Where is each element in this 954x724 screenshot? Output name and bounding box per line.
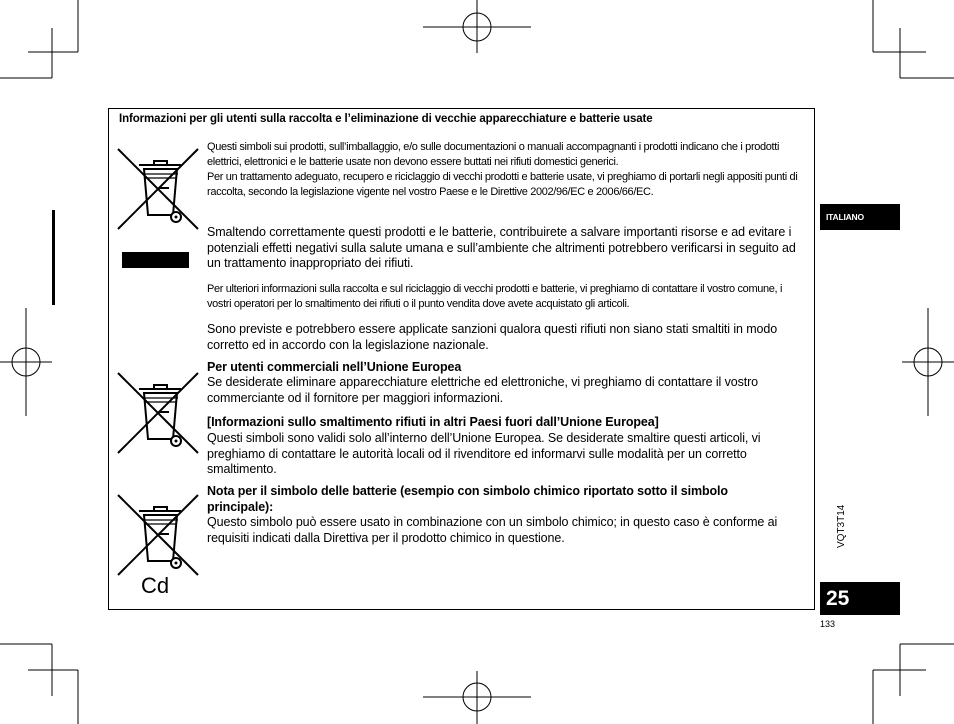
black-bar-symbol	[122, 252, 189, 268]
paragraph-collection: Per un trattamento adeguato, recupero e riciclaggio di vecchi prodotti e batterie usate, vi preghiamo di portarli negli appositi punti di raccolta, secondo la legislazione vigente nel vostro Paese e le Direttive 2002/96/EC e 2006/66/EC.	[207, 171, 798, 198]
eu-text: Se desiderate eliminare apparecchiature elettriche ed elettroniche, vi preghiamo di contattare il vostro commerciante od il fornitore per maggiori informazioni.	[207, 375, 759, 405]
crossed-bin-icon	[115, 147, 201, 231]
non-eu-text: Questi simboli sono validi solo all’interno dell’Unione Europea. Se desiderate smaltire questi articoli, vi preghiamo di contattare le autorità locali od il rivenditore ed informarvi sulle modalità per un corretto smaltimento.	[207, 431, 761, 476]
crossed-bin-icon	[115, 493, 201, 577]
document-code: VQT3T14	[836, 504, 847, 548]
paragraph-disposal: Smaltendo correttamente questi prodotti e le batterie, contribuirete a salvare importanti risorse e ad evitare i potenziali effetti negativi sulla salute umana e sull’ambiente che altrimenti potrebbero verificarsi in seguito ad un trattamento inappropriato dei rifiuti.	[207, 225, 796, 270]
paragraph-sanctions: Sono previste e potrebbero essere applicate sanzioni qualora questi rifiuti non siano stati smaltiti in modo corretto ed in accordo con la legislazione nazionale.	[207, 322, 778, 352]
non-eu-heading: [Informazioni sullo smaltimento rifiuti in altri Paesi fuori dall’Unione Europea]	[207, 415, 659, 429]
binding-bar	[52, 210, 55, 305]
eu-heading: Per utenti commerciali nell’Unione Europea	[207, 360, 462, 374]
disposal-info-box	[108, 108, 815, 610]
page-label: 25	[820, 582, 900, 615]
chemical-symbol: Cd	[141, 573, 170, 598]
paragraph-further-info: Per ulteriori informazioni sulla raccolta e sul riciclaggio di vecchi prodotti e batterie, vi preghiamo di contattare il vostro comune, i vostri operatori per lo smaltimento dei rifiuti o il punto vendita dove avete acquistato gli articoli.	[207, 283, 783, 310]
page-number: 133	[820, 619, 836, 629]
section-title: Informazioni per gli utenti sulla raccolta e l’eliminazione di vecchie apparecchiature e batterie usate	[119, 113, 653, 125]
battery-heading: Nota per il simbolo delle batterie (esempio con simbolo chimico riportato sotto il simbolo principale):	[207, 484, 728, 514]
crossed-bin-icon	[115, 371, 201, 455]
battery-text: Questo simbolo può essere usato in combinazione con un simbolo chimico; in questo caso è conforme ai requisiti indicati dalla Direttiva per il prodotto chimico in questione.	[207, 515, 778, 545]
language-tab: ITALIANO	[820, 204, 900, 230]
paragraph-symbols: Questi simboli sui prodotti, sull’imballaggio, e/o sulle documentazioni o manuali accompagnanti i prodotti indicano che i prodotti elettrici, elettronici e le batterie usate non devono essere buttati nei rifiuti domestici generici.	[207, 141, 780, 168]
